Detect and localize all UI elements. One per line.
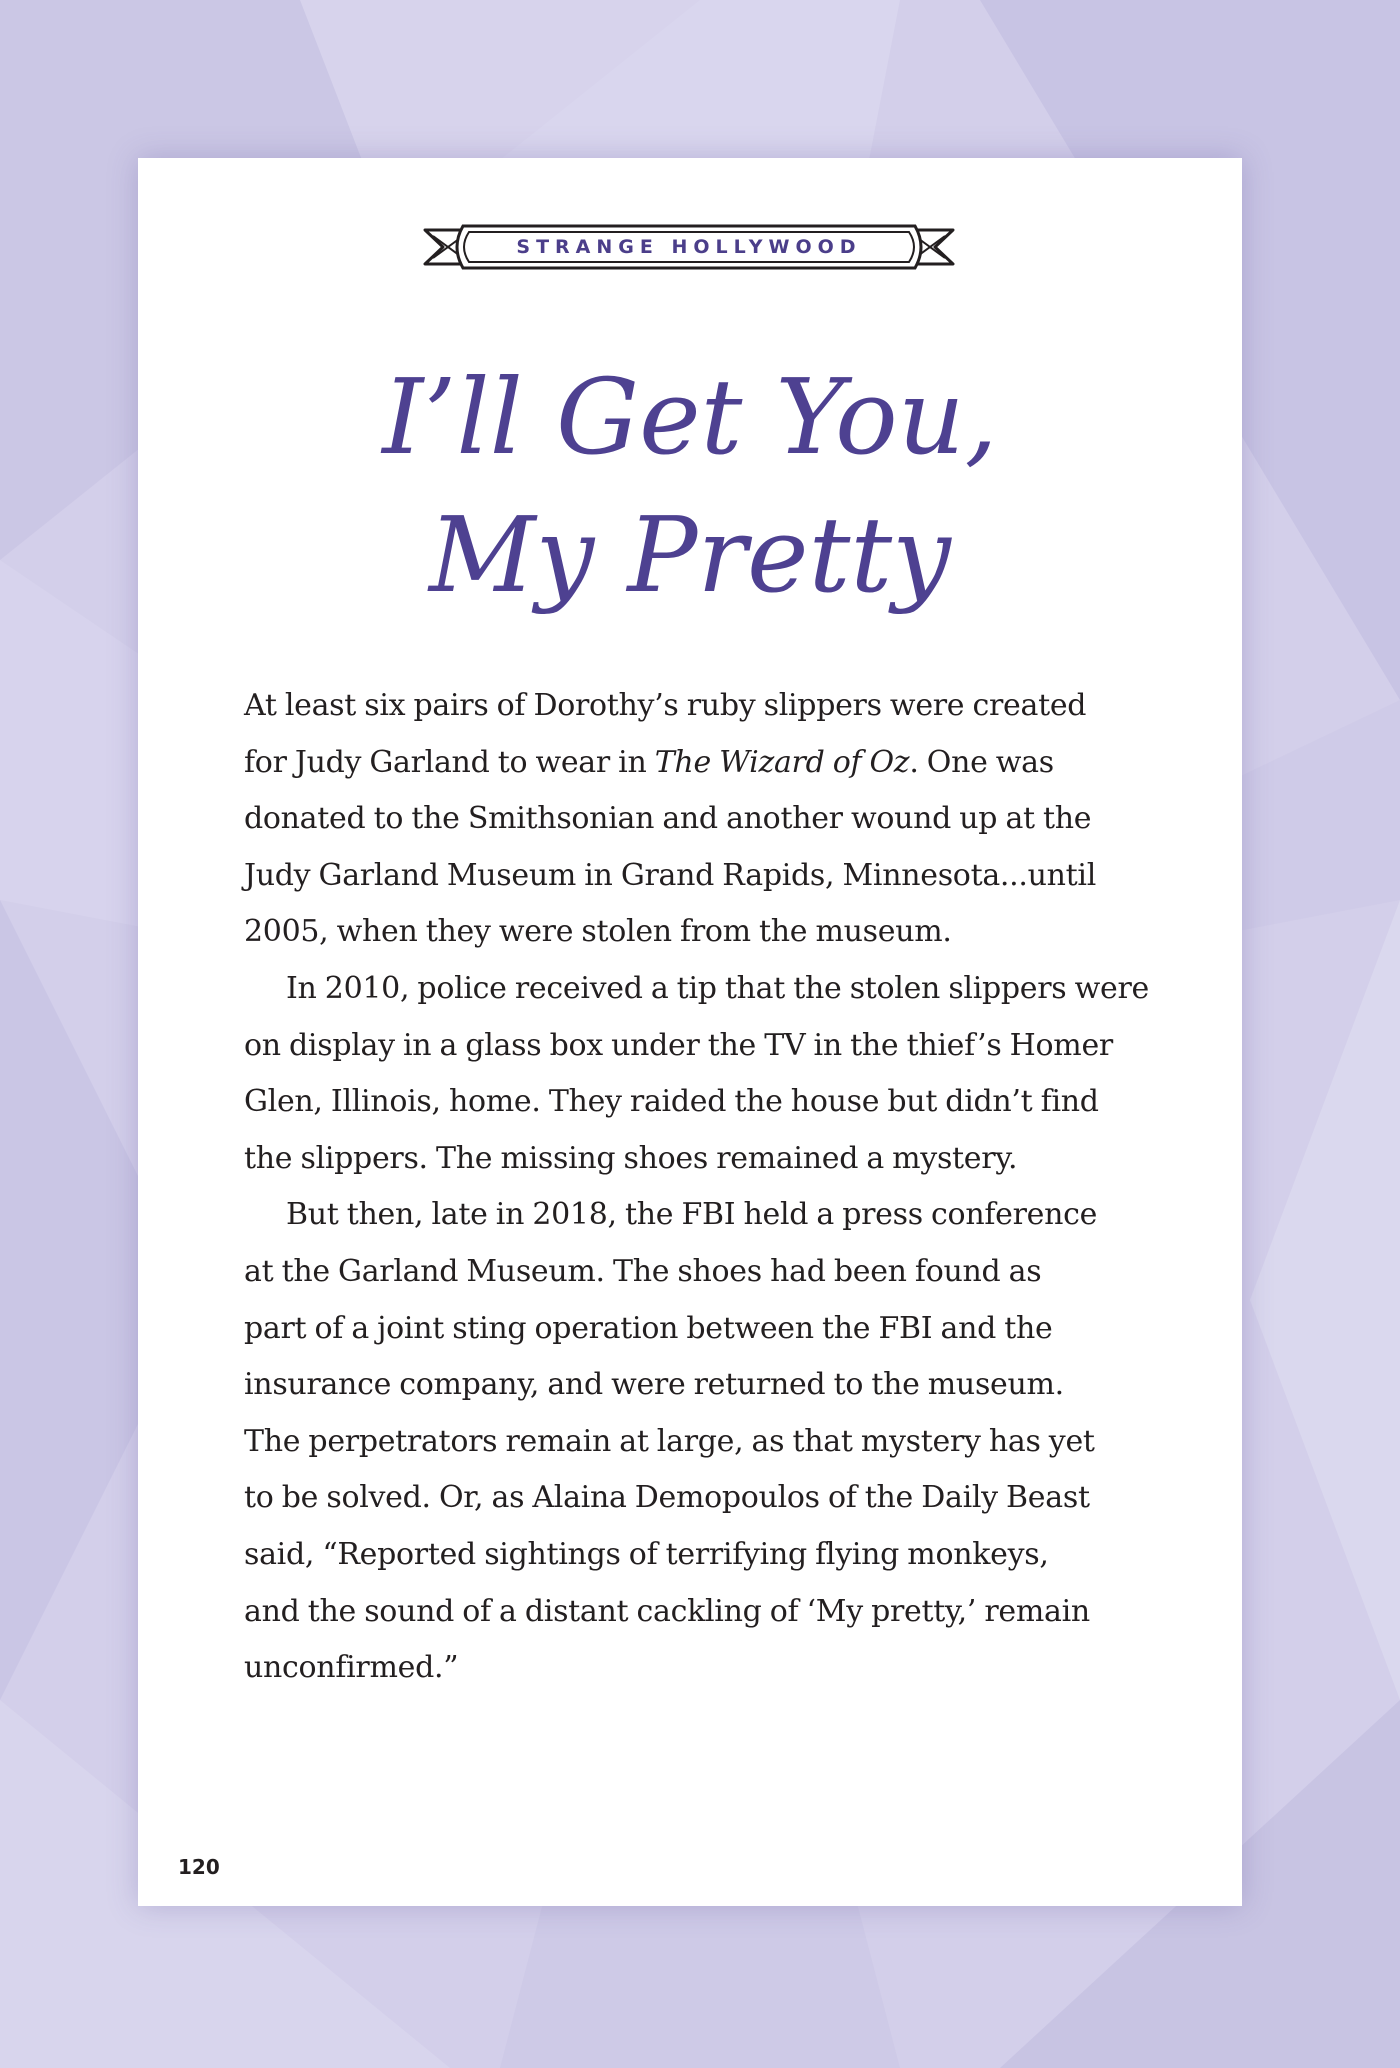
body-line: At least six pairs of Dorothy’s ruby slippers were created xyxy=(244,688,1087,723)
paragraph-2 xyxy=(244,961,1164,1187)
body-line: on display in a glass box under the TV in the thief’s Homer xyxy=(244,1027,1113,1063)
body-line: Glen, Illinois, home. They raided the house but didn’t find xyxy=(244,1084,1099,1120)
body-line: and the sound of a distant cackling of ‘My pretty,’ remain xyxy=(244,1593,1090,1629)
body-line: The perpetrators remain at large, as that mystery has yet xyxy=(244,1423,1095,1459)
body-line: unconfirmed.” xyxy=(244,1650,459,1686)
body-text: . One was xyxy=(909,744,1054,780)
body-line: But then, late in 2018, the FBI held a press conference xyxy=(286,1197,1098,1233)
body-line: donated to the Smithsonian and another wound up at the xyxy=(244,801,1092,837)
body-line: the slippers. The missing shoes remained a mystery. xyxy=(244,1140,1018,1176)
body-line: In 2010, police received a tip that the stolen slippers were xyxy=(286,970,1149,1006)
page-title xyxy=(138,348,1242,624)
body-line: insurance company, and were returned to the museum. xyxy=(244,1367,1064,1403)
body-line xyxy=(244,735,1164,792)
article-body xyxy=(244,678,1164,1697)
body-line: said, “Reported sightings of terrifying flying monkeys, xyxy=(244,1536,1049,1572)
body-line: to be solved. Or, as Alaina Demopoulos of the Daily Beast xyxy=(244,1480,1090,1516)
body-text: for Judy Garland to wear in xyxy=(244,744,655,780)
section-banner xyxy=(423,222,955,272)
paragraph-1 xyxy=(244,678,1164,961)
body-line: 2005, when they were stolen from the museum. xyxy=(244,914,952,950)
title-line-1: I’ll Get You, xyxy=(382,356,998,478)
body-line: part of a joint sting operation between the FBI and the xyxy=(244,1310,1053,1346)
book-title: The Wizard of Oz xyxy=(654,744,910,780)
body-line: at the Garland Museum. The shoes had been found as xyxy=(244,1253,1042,1289)
banner-label: STRANGE HOLLYWOOD xyxy=(516,236,862,258)
page-card xyxy=(138,158,1242,1906)
page-number: 120 xyxy=(178,1855,220,1879)
title-line-2: My Pretty xyxy=(429,494,951,616)
body-line: Judy Garland Museum in Grand Rapids, Minnesota...until xyxy=(244,857,1097,893)
paragraph-3 xyxy=(244,1187,1164,1696)
